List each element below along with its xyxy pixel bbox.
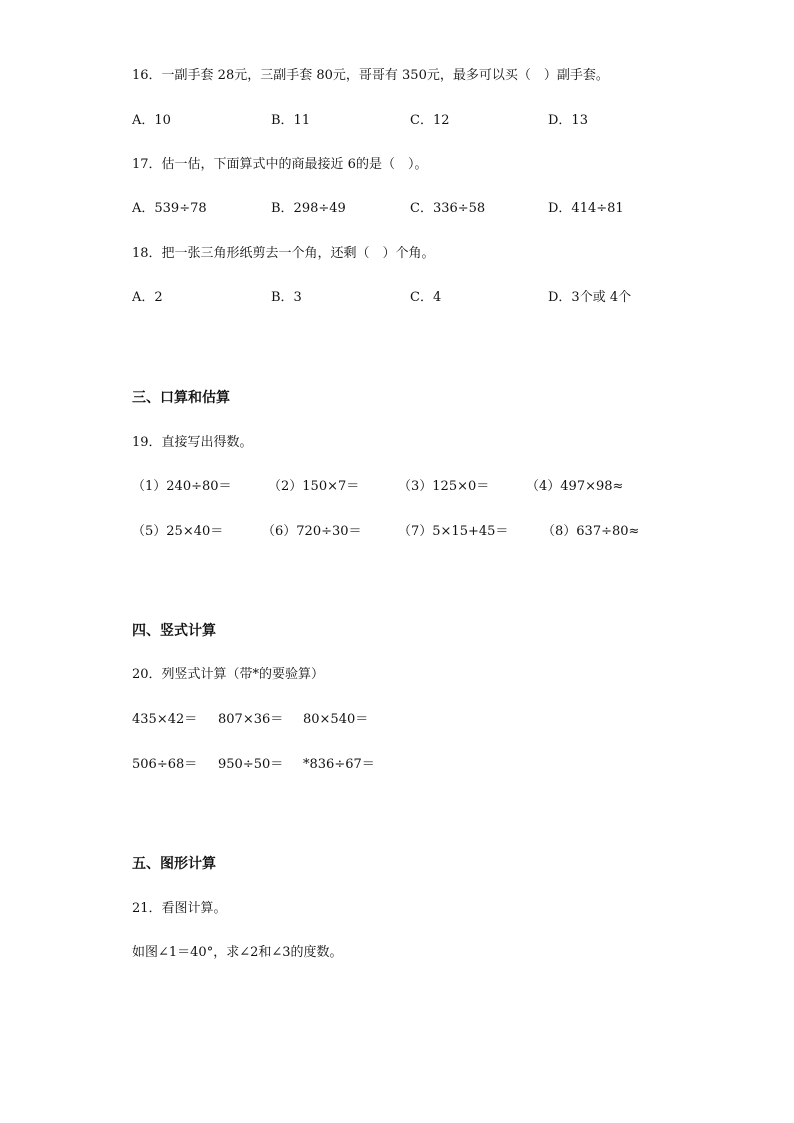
question-16-text: 16．一副手套 28元，三副手套 80元，哥哥有 350元，最多可以买（ ）副手套。 [132,68,609,83]
question-17-options [132,199,692,219]
option-b[interactable]: B．298÷49 [271,201,346,216]
option-c[interactable]: C．12 [410,113,450,128]
vertical-calc-row-1 [132,710,692,730]
question-20-text: 20．列竖式计算（带*的要验算） [132,667,325,682]
question-19-text: 19．直接写出得数。 [132,435,253,450]
mental-math-row-1 [132,477,692,497]
option-d[interactable]: D．13 [548,113,588,128]
vertical-calc-item: 80×540＝ [303,712,369,727]
option-d[interactable]: D．414÷81 [548,201,624,216]
mental-math-row-2 [132,522,692,542]
option-b[interactable]: B．11 [271,113,311,128]
vertical-calc-item: *836÷67＝ [303,757,375,772]
mental-math-item: （8）637÷80≈ [542,524,640,539]
question-16-options [132,111,692,131]
option-c[interactable]: C．336÷58 [410,201,486,216]
mental-math-item: （2）150×7＝ [268,479,360,494]
mental-math-item: （1）240÷80＝ [132,479,232,494]
option-a[interactable]: A．539÷78 [132,201,207,216]
option-c[interactable]: C．4 [410,290,442,305]
option-a[interactable]: A．2 [132,290,163,305]
vertical-calc-item: 435×42＝ [132,712,198,727]
question-17-text: 17．估一估，下面算式中的商最接近 6的是（ ）。 [132,157,428,172]
mental-math-item: （6）720÷30＝ [262,524,362,539]
option-d[interactable]: D．3个或 4个 [548,290,632,305]
option-a[interactable]: A．10 [132,113,171,128]
section-4-title: 四、竖式计算 [132,623,216,639]
mental-math-item: （5）25×40＝ [132,524,224,539]
mental-math-item: （4）497×98≈ [526,479,624,494]
mental-math-item: （3）125×0＝ [398,479,490,494]
option-b[interactable]: B．3 [271,290,302,305]
vertical-calc-row-2 [132,755,692,775]
section-3-title: 三、口算和估算 [132,390,230,406]
vertical-calc-item: 950÷50＝ [218,757,284,772]
vertical-calc-item: 506÷68＝ [132,757,198,772]
question-18-options [132,288,692,308]
question-21-text: 21．看图计算。 [132,901,227,916]
mental-math-item: （7）5×15+45＝ [398,524,509,539]
vertical-calc-item: 807×36＝ [218,712,284,727]
question-21-prompt: 如图∠1＝40°，求∠2和∠3的度数。 [132,945,343,960]
question-18-text: 18．把一张三角形纸剪去一个角，还剩（ ）个角。 [132,246,435,261]
section-5-title: 五、图形计算 [132,856,216,872]
